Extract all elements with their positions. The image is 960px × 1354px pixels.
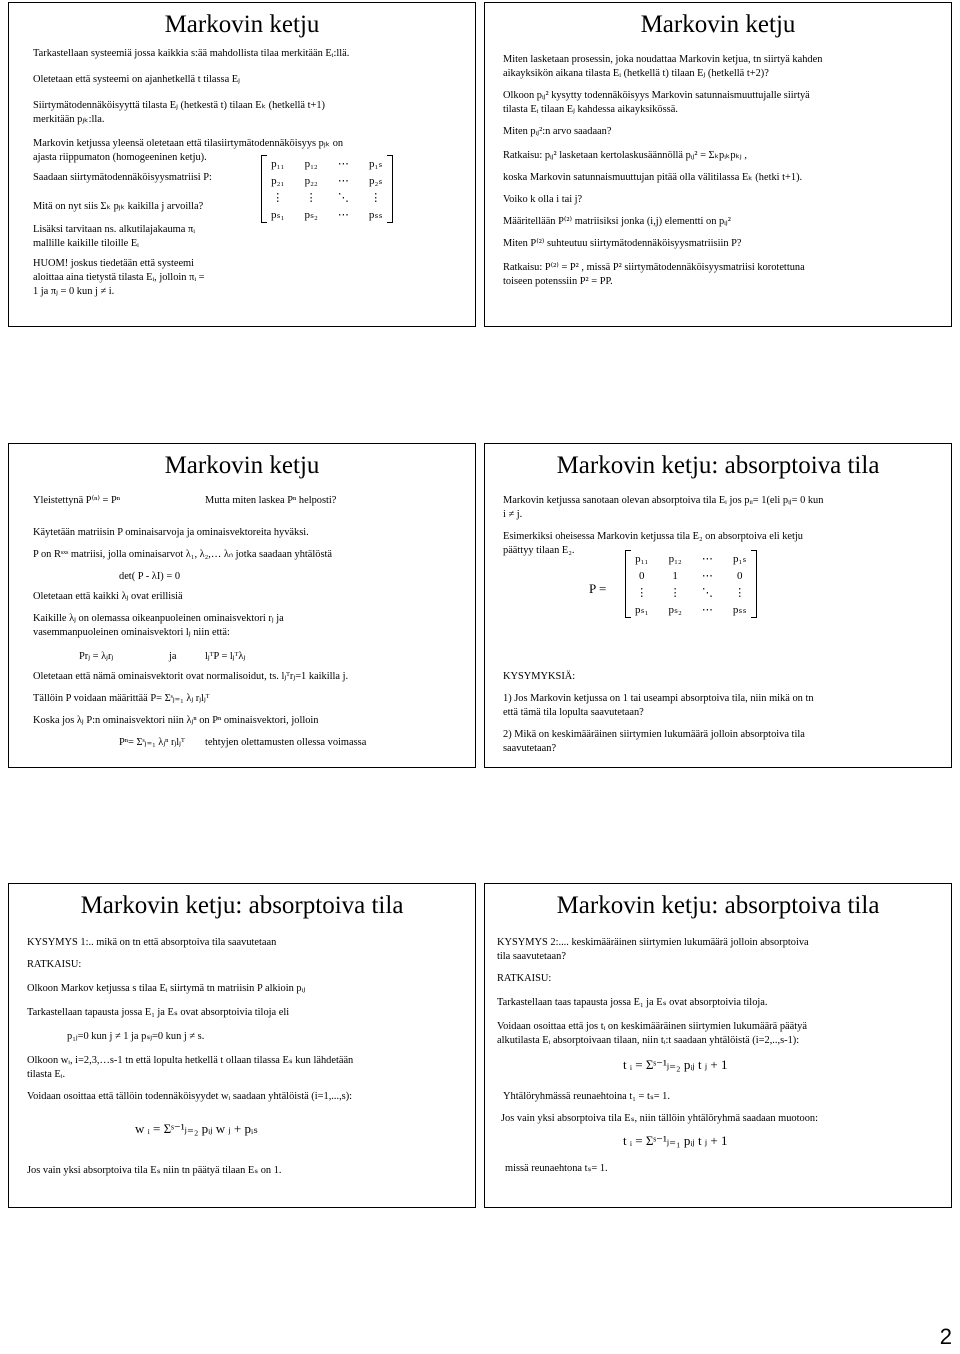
- text-line: Ratkaisu: P⁽²⁾ = P² , missä P² siirtymätodennäköisyysmatriisi korotettuna: [503, 262, 805, 273]
- slide-1: [8, 2, 476, 327]
- text-line: toiseen potenssiin P² = PP.: [503, 276, 613, 287]
- text-line: Voidaan osoittaa että jos tᵢ on keskimääräinen siirtymien lukumäärä päätyä: [497, 1021, 807, 1032]
- text-line: Esimerkiksi oheisessa Markovin ketjussa tila E₂ on absorptoiva eli ketju: [503, 531, 803, 542]
- text-line: KYSYMYS 1:.. mikä on tn että absorptoiva tila saavutetaan: [27, 937, 277, 948]
- text-line: Miten lasketaan prosessin, joka noudattaa Markovin ketjua, tn siirtyä kahden: [503, 54, 823, 65]
- text-line: t ᵢ = Σˢ⁻¹ⱼ₌₂ pᵢⱼ t ⱼ + 1: [623, 1057, 728, 1072]
- text-line: Yhtälöryhmässä reunaehtoina t₁ = tₛ= 1.: [503, 1091, 670, 1102]
- text-line: Määritellään P⁽²⁾ matriisiksi jonka (i,j) elementti on pᵢⱼ²: [503, 216, 731, 227]
- text-line: päättyy tilaan E₂.: [503, 545, 575, 556]
- text-line: det( P - λI) = 0: [119, 571, 181, 582]
- text-line: P =: [589, 581, 607, 596]
- text-line: aloittaa aina tietystä tilasta Eᵢ, jolloin πᵢ =: [33, 272, 205, 283]
- text-line: saavutetaan?: [503, 743, 557, 754]
- matrix-bracket-right: [751, 550, 757, 618]
- slide-title: Markovin ketju: absorptoiva tila: [556, 892, 880, 919]
- text-line: Voidaan osoittaa että tällöin todennäköisyydet wᵢ saadaan yhtälöistä (i=1,...,s):: [27, 1091, 353, 1102]
- text-line: ajasta riippumaton (homogeeninen ketju).: [33, 152, 207, 163]
- text-line: 2) Mikä on keskimääräinen siirtymien lukumäärä jolloin absorptoiva tila: [503, 729, 805, 740]
- text-line: Yleistettynä P⁽ⁿ⁾ = Pⁿ: [33, 495, 121, 506]
- matrix-cell: pₛ₁: [635, 604, 649, 616]
- text-line: 1 ja πⱼ = 0 kun j ≠ i.: [33, 286, 115, 297]
- text-line: Tällöin P voidaan määrittää P= Σˢⱼ₌₁ λⱼ rⱼlⱼᵀ: [33, 693, 210, 704]
- text-line: Voiko k olla i tai j?: [503, 194, 583, 205]
- text-line: merkitään pⱼₖ:lla.: [33, 114, 105, 125]
- text-line: Markovin ketjussa yleensä oletetaan että tilasiirtymätodennäköisyys pⱼₖ on: [33, 138, 344, 149]
- text-line: i ≠ j.: [503, 509, 523, 520]
- text-line: Olkoon Markov ketjussa s tilaa Eᵢ siirtymä tn matriisin P alkioin pᵢⱼ: [27, 983, 306, 994]
- text-line: Siirtymätodennäköisyyttä tilasta Eⱼ (hetkestä t) tilaan Eₖ (hetkellä t+1): [33, 100, 325, 111]
- text-line: t ᵢ = Σˢ⁻¹ⱼ₌₁ pᵢⱼ t ⱼ + 1: [623, 1133, 728, 1148]
- text-line: RATKAISU:: [497, 973, 552, 984]
- matrix-cell: 0: [638, 569, 645, 582]
- matrix-cell: 1: [672, 569, 678, 582]
- text-line: tilasta Eᵢ tilaan Eⱼ kahdessa aikayksikössä.: [503, 104, 678, 115]
- text-line: w ᵢ = Σˢ⁻¹ⱼ₌₂ pᵢⱼ w ⱼ + pᵢₛ: [135, 1121, 258, 1136]
- text-line: Tarkastellaan tapausta jossa E₁ ja Eₛ ovat absorptoivia tiloja eli: [27, 1007, 290, 1018]
- matrix-cell: ⋮: [272, 192, 284, 204]
- matrix-cell: pₛ₂: [668, 604, 682, 616]
- text-line: Käytetään matriisin P ominaisarvoja ja ominaisvektoreita hyväksi.: [33, 527, 309, 538]
- text-line: Markovin ketjussa sanotaan olevan absorptoiva tila Eᵢ jos pᵢᵢ= 1(eli pᵢⱼ= 0 kun: [503, 495, 824, 506]
- matrix-cell: p₁₁: [271, 157, 285, 170]
- slide-5: [8, 883, 476, 1208]
- matrix-cell: p₁ₛ: [733, 553, 747, 565]
- matrix-cell: p₁ₛ: [369, 158, 383, 170]
- matrix-cell: p₂₁: [271, 174, 285, 187]
- matrix-cell: ⋯: [337, 158, 349, 170]
- matrix-cell: ⋮: [636, 587, 648, 599]
- matrix-cell: ⋮: [734, 587, 746, 599]
- text-line: Ratkaisu: pᵢⱼ² lasketaan kertolaskusäännöllä pᵢⱼ² = Σₖpᵢₖpₖⱼ ,: [503, 150, 747, 161]
- text-line: KYSYMYKSIÄ:: [503, 671, 576, 682]
- matrix-cell: ⋯: [701, 570, 713, 582]
- text-line: RATKAISU:: [27, 959, 82, 970]
- text-line: mallille kaikille tiloille Eᵢ: [33, 238, 139, 249]
- text-line: Kaikille λⱼ on olemassa oikeanpuoleinen ominaisvektori rⱼ ja: [33, 613, 284, 624]
- text-line: Olkoon wᵢ, i=2,3,…s-1 tn että lopulta hetkellä t ollaan tilassa Eₛ kun lähdetään: [27, 1055, 354, 1066]
- matrix-cell: p₂ₛ: [369, 175, 383, 187]
- text-line: Miten P⁽²⁾ suhteutuu siirtymätodennäköisyysmatriisiin P?: [503, 238, 742, 249]
- text-line: Prⱼ = λⱼrⱼ: [79, 651, 114, 662]
- slide-title: Markovin ketju: [164, 452, 320, 479]
- matrix-cell: pₛ₂: [304, 209, 318, 221]
- matrix-bracket-right: [387, 155, 393, 223]
- text-line: missä reunaehtona tₛ= 1.: [505, 1163, 608, 1174]
- matrix-cell: ⋱: [701, 587, 713, 599]
- text-line: ja: [169, 651, 177, 662]
- text-line: aikayksikön aikana tilasta Eᵢ (hetkellä t) tilaan Eⱼ (hetkellä t+2)?: [503, 68, 769, 79]
- matrix-cell: ⋱: [337, 192, 349, 204]
- text-line: Mutta miten laskea Pⁿ helposti?: [205, 495, 337, 506]
- matrix-cell: ⋮: [370, 192, 382, 204]
- slide-title: Markovin ketju: [164, 11, 320, 38]
- text-line: että tämä tila lopulta saavutetaan?: [503, 707, 644, 718]
- text-line: KYSYMYS 2:.... keskimääräinen siirtymien lukumäärä jolloin absorptoiva: [497, 937, 809, 948]
- text-line: koska Markovin satunnaismuuttujan pitää olla välitilassa Eₖ (hetki t+1).: [503, 172, 803, 183]
- text-line: Jos vain yksi absorptoiva tila Eₛ, niin tällöin yhtälöryhmä saadaan muotoon:: [501, 1113, 818, 1124]
- slide-2: [484, 2, 952, 327]
- text-line: p₁ⱼ=0 kun j ≠ 1 ja pₛⱼ=0 kun j ≠ s.: [67, 1031, 205, 1042]
- text-line: P on Rˢˣˢ matriisi, jolla ominaisarvot λ₁, λ₂,… λₙ jotka saadaan yhtälöstä: [33, 549, 333, 560]
- slide-title: Markovin ketju: absorptoiva tila: [80, 892, 404, 919]
- text-line: Oletetaan että systeemi on ajanhetkellä t tilassa Eⱼ: [33, 74, 240, 85]
- text-line: Miten pᵢⱼ²:n arvo saadaan?: [503, 126, 612, 137]
- text-line: tehtyjen olettamusten ollessa voimassa: [205, 737, 367, 748]
- matrix-bracket-left: [261, 155, 267, 223]
- slide-6: [484, 883, 952, 1208]
- matrix-cell: p₁₁: [635, 552, 649, 565]
- slide-title: Markovin ketju: [640, 11, 796, 38]
- text-line: Lisäksi tarvitaan ns. alkutilajakauma πᵢ: [33, 224, 195, 235]
- text-line: Tarkastellaan taas tapausta jossa E₁ ja Eₛ ovat absorptoivia tiloja.: [497, 997, 768, 1008]
- absorbing-matrix: [625, 550, 757, 618]
- text-line: Jos vain yksi absorptoiva tila Eₛ niin tn päätyä tilaan Eₛ on 1.: [27, 1165, 282, 1176]
- matrix-cell: p₂₂: [304, 174, 318, 187]
- matrix-cell: pₛₛ: [732, 604, 747, 616]
- text-line: alkutilasta Eᵢ absorptoivaan tilaan, niin tᵢ:t saadaan yhtälöistä (i=2,..,s-1):: [497, 1035, 800, 1046]
- matrix-cell: ⋮: [305, 192, 317, 204]
- text-line: 1) Jos Markovin ketjussa on 1 tai useampi absorptoiva tila, niin mikä on tn: [503, 693, 814, 704]
- text-line: vasemmanpuoleinen ominaisvektori lⱼ niin että:: [33, 627, 230, 638]
- matrix-cell: pₛₛ: [368, 209, 383, 221]
- slide-4: [484, 443, 952, 768]
- page-number: 2: [939, 1324, 952, 1349]
- slide-3: [8, 443, 476, 768]
- text-line: Tarkastellaan systeemiä jossa kaikkia s:ää mahdollista tilaa merkitään Eᵢ:llä.: [33, 48, 350, 59]
- transition-matrix: [261, 155, 393, 223]
- text-line: Koska jos λⱼ P:n ominaisvektori niin λⱼⁿ on Pⁿ ominaisvektori, jolloin: [33, 715, 319, 726]
- matrix-cell: 0: [737, 569, 743, 582]
- matrix-cell: p₁₂: [304, 157, 318, 170]
- text-line: Pⁿ= Σˢⱼ₌₁ λⱼⁿ rⱼlⱼᵀ: [119, 737, 185, 748]
- text-line: tila saavutetaan?: [497, 951, 566, 962]
- matrix-bracket-left: [625, 550, 631, 618]
- slide-title: Markovin ketju: absorptoiva tila: [556, 452, 880, 479]
- matrix-cell: ⋯: [701, 604, 713, 616]
- text-line: tilasta Eᵢ.: [27, 1069, 66, 1080]
- text-line: HUOM! joskus tiedetään että systeemi: [33, 258, 195, 269]
- text-line: Olkoon pᵢⱼ² kysytty todennäköisyys Markovin satunnaismuuttujalle siirtyä: [503, 90, 810, 101]
- text-line: Oletetaan että nämä ominaisvektorit ovat normalisoidut, ts. lⱼᵀrⱼ=1 kaikilla j.: [33, 671, 349, 682]
- text-line: Saadaan siirtymätodennäköisyysmatriisi P:: [33, 172, 212, 183]
- matrix-cell: ⋮: [669, 587, 681, 599]
- text-line: Oletetaan että kaikki λⱼ ovat erillisiä: [33, 591, 183, 602]
- matrix-cell: pₛ₁: [271, 209, 285, 221]
- text-line: Mitä on nyt siis Σₖ pⱼₖ kaikilla j arvoilla?: [33, 201, 204, 212]
- matrix-cell: ⋯: [701, 553, 713, 565]
- matrix-cell: ⋯: [337, 175, 349, 187]
- matrix-cell: ⋯: [337, 209, 349, 221]
- matrix-cell: p₁₂: [668, 552, 682, 565]
- text-line: lⱼᵀP = lⱼᵀλⱼ: [205, 651, 246, 662]
